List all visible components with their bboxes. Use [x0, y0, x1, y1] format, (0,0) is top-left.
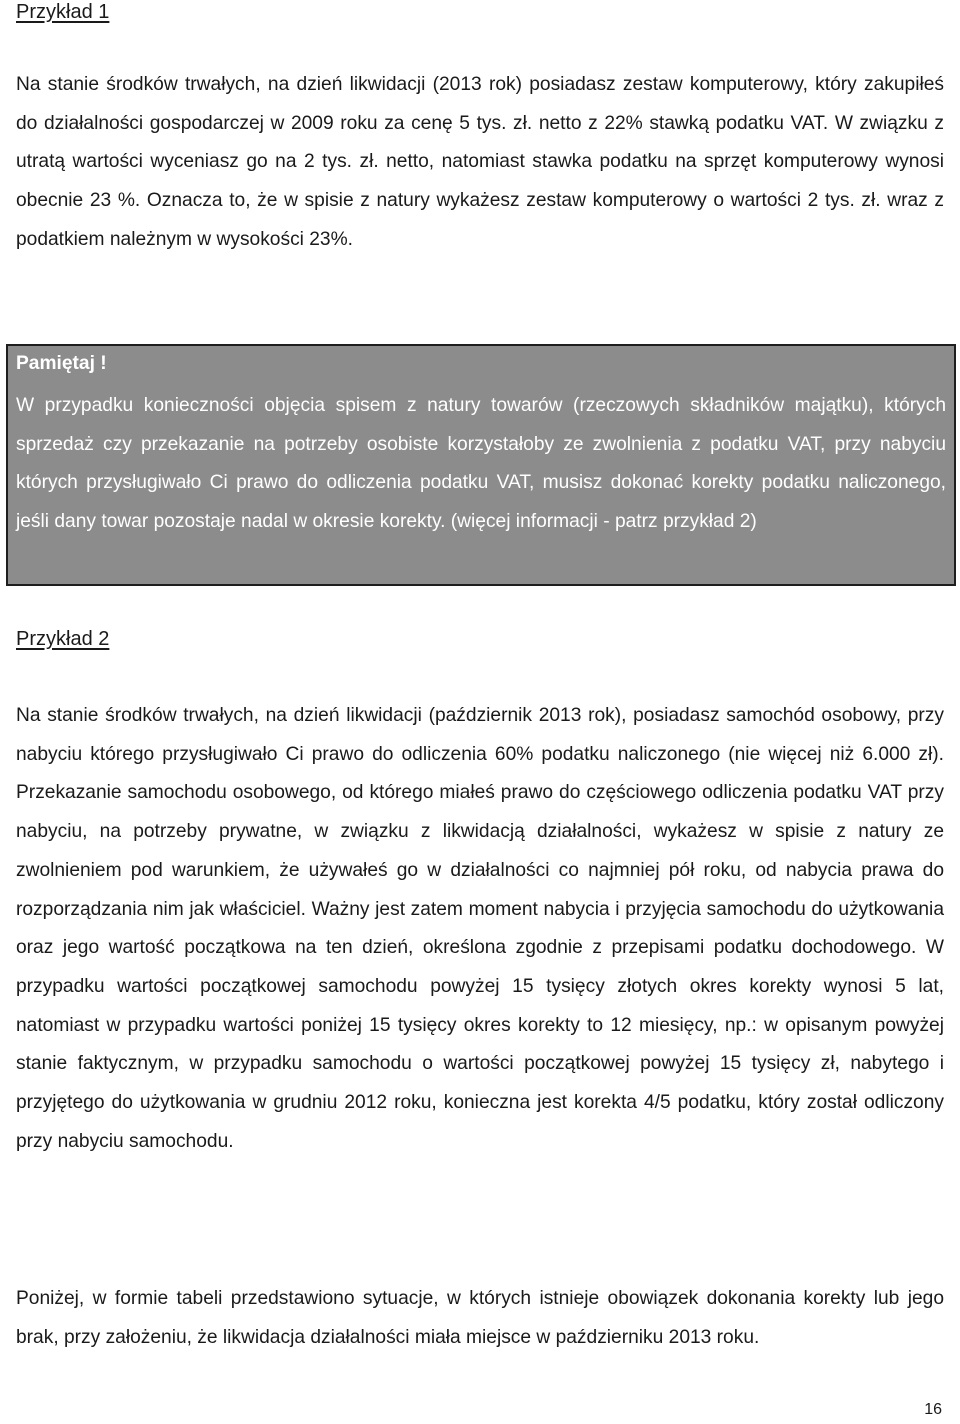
- callout-title: Pamiętaj !: [16, 353, 107, 374]
- closing-paragraph: Poniżej, w formie tabeli przedstawiono sytuacje, w których istnieje obowiązek dokonania korekty lub jego brak, przy założeniu, że likwidacja działalności miała miejsce w październiku 2013 roku.: [16, 1288, 944, 1348]
- example-1-heading: Przykład 1: [16, 1, 110, 23]
- remember-callout-box: [6, 344, 956, 586]
- callout-text: W przypadku konieczności objęcia spisem z natury towarów (rzeczowych składników majątku), których sprzedaż czy przekazanie na potrzeby osobiste korzystałoby ze zwolnienia z podatku VAT, przy nabyciu których przysługiwało Ci prawo do odliczenia podatku VAT, musisz dokonać korekty podatku naliczonego, jeśli dany towar pozostaje nadal w okresie korekty. (więcej informacji - patrz przykład 2): [16, 395, 946, 533]
- example-1-paragraph: Na stanie środków trwałych, na dzień likwidacji (2013 rok) posiadasz zestaw komputerowy, który zakupiłeś do działalności gospodarczej w 2009 roku za cenę 5 tys. zł. netto z 22% stawką podatku VAT. W związku z utratą wartości wyceniasz go na 2 tys. zł. netto, natomiast stawka podatku na sprzęt komputerowy wynosi obecnie 23 %. Oznacza to, że w spisie z natury wykażesz zestaw komputerowy o wartości 2 tys. zł. wraz z podatkiem należnym w wysokości 23%.: [16, 74, 944, 250]
- page-number: 16: [924, 1401, 942, 1418]
- example-2-paragraph: Na stanie środków trwałych, na dzień likwidacji (październik 2013 rok), posiadasz samochód osobowy, przy nabyciu którego przysługiwało Ci prawo do odliczenia 60% podatku naliczonego (nie więcej niż 6.000 zł). Przekazanie samochodu osobowego, od którego miałeś prawo do częściowego odliczenia podatku VAT przy nabyciu, na potrzeby prywatne, w związku z likwidacją działalności, wykażesz w spisie z natury ze zwolnieniem pod warunkiem, że używałeś go w działalności co najmniej pół roku, od nabycia prawa do rozporządzania nim jak właściciel. Ważny jest zatem moment nabycia i przyjęcia samochodu do użytkowania oraz jego wartość początkowa na ten dzień, określona zgodnie z przepisami podatku dochodowego. W przypadku wartości początkowej samochodu powyżej 15 tysięcy złotych okres korekty wynosi 5 lat, natomiast w przypadku wartości poniżej 15 tysięcy okres korekty to 12 miesięcy, np.: w opisanym powyżej stanie faktycznym, w przypadku samochodu o wartości początkowej powyżej 15 tysięcy zł, nabytego i przyjętego do użytkowania w grudniu 2012 roku, konieczna jest korekta 4/5 podatku, który został odliczony przy nabyciu samochodu.: [16, 705, 944, 1152]
- example-2-heading: Przykład 2: [16, 628, 110, 650]
